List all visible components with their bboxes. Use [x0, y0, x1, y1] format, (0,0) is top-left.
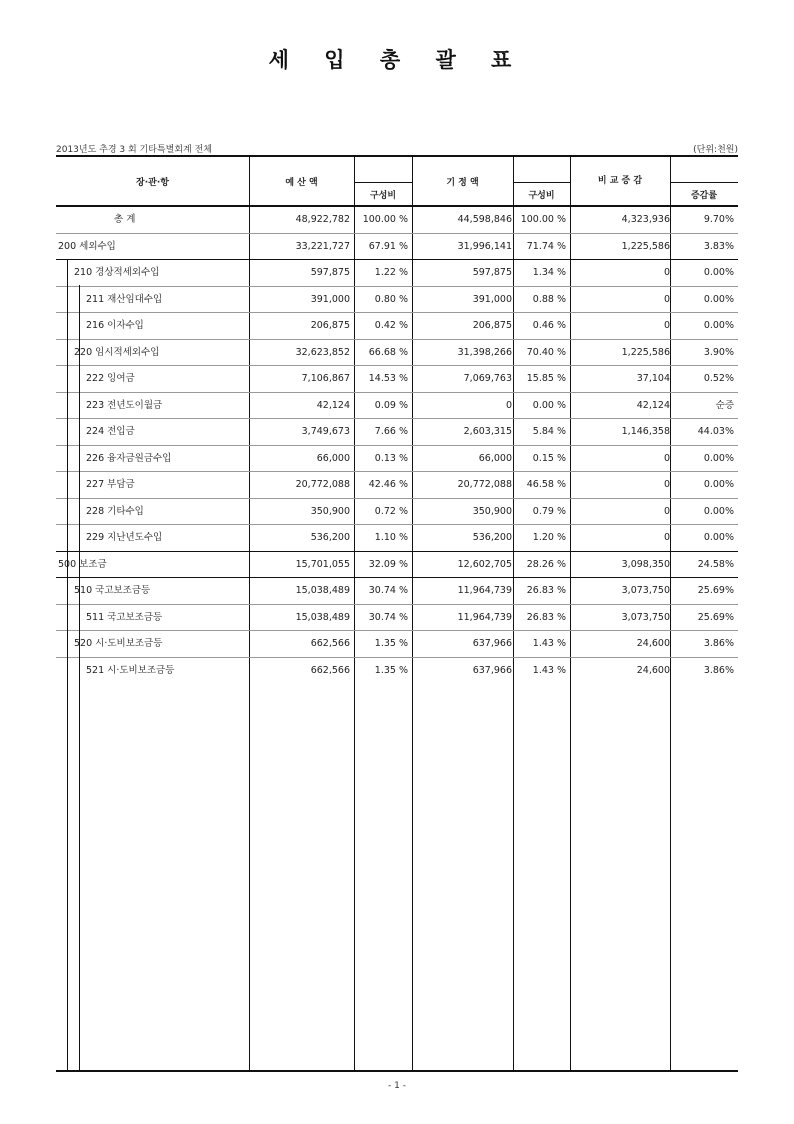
- row-budget: 42,124: [316, 399, 350, 411]
- row-previous-ratio: 46.58 %: [526, 479, 566, 490]
- row-name: 220 임시적세외수입: [74, 346, 160, 358]
- row-rate: 0.00%: [703, 532, 734, 543]
- row-budget-ratio: 0.42 %: [374, 320, 408, 331]
- row-diff: 24,600: [636, 664, 670, 676]
- row-previous: 350,900: [472, 505, 512, 517]
- row-diff: 0: [663, 293, 670, 305]
- row-budget-ratio: 0.13 %: [374, 452, 408, 464]
- row-rate: 0.00%: [703, 479, 734, 490]
- table-row: [56, 499, 738, 526]
- row-budget-ratio: 30.74 %: [368, 611, 408, 623]
- row-name: 226 융자금원금수입: [86, 452, 172, 464]
- fiscal-year-label: 2013년도 추경 3 회 기타특별회계 전체: [56, 145, 212, 155]
- row-name: 216 이자수입: [86, 320, 144, 331]
- row-previous: 0: [505, 399, 512, 411]
- row-diff: 37,104: [636, 373, 670, 384]
- row-budget-ratio: 66.68 %: [368, 346, 408, 358]
- row-previous: 391,000: [472, 293, 512, 305]
- row-budget-ratio: 0.72 %: [374, 505, 408, 517]
- row-previous: 536,200: [472, 532, 512, 543]
- row-rate: 0.00%: [703, 452, 734, 464]
- row-previous-ratio: 0.46 %: [532, 320, 566, 331]
- row-diff: 3,073,750: [621, 585, 670, 596]
- table-row: [56, 366, 738, 393]
- table-row: [56, 446, 738, 473]
- row-previous: 66,000: [478, 452, 512, 464]
- row-previous-ratio: 71.74 %: [526, 240, 566, 252]
- row-rate: 3.90%: [703, 346, 734, 358]
- row-previous-ratio: 1.43 %: [532, 664, 566, 676]
- row-previous-ratio: 0.00 %: [532, 399, 566, 411]
- row-rate: 0.00%: [703, 293, 734, 305]
- revenue-summary-table: [56, 155, 738, 1072]
- table-row: [56, 287, 738, 314]
- row-name: 222 잉여금: [86, 373, 135, 384]
- row-rate: 0.00%: [703, 320, 734, 331]
- table-row: [56, 525, 738, 552]
- row-previous: 7,069,763: [463, 373, 512, 384]
- row-budget: 662,566: [310, 638, 350, 649]
- row-diff: 1,225,586: [621, 346, 670, 358]
- row-name: 총 계: [114, 214, 136, 225]
- row-diff: 0: [663, 452, 670, 464]
- row-budget-ratio: 100.00 %: [362, 214, 408, 225]
- row-budget: 15,701,055: [295, 558, 350, 570]
- table-row: [56, 393, 738, 420]
- row-previous-ratio: 26.83 %: [526, 611, 566, 623]
- page-title: 세 입 총 괄 표: [268, 48, 526, 72]
- header-previous: 기 정 액: [446, 178, 479, 188]
- row-previous: 44,598,846: [457, 214, 512, 225]
- row-previous-ratio: 15.85 %: [526, 373, 566, 384]
- row-diff: 24,600: [636, 638, 670, 649]
- row-budget: 15,038,489: [295, 585, 350, 596]
- row-previous-ratio: 1.34 %: [532, 267, 566, 278]
- header-subline: [670, 182, 738, 183]
- table-row: [56, 340, 738, 367]
- row-rate: 0.00%: [703, 267, 734, 278]
- table-row: [56, 419, 738, 446]
- row-diff: 4,323,936: [621, 214, 670, 225]
- header-previous-ratio: 구성비: [528, 191, 555, 201]
- row-name: 510 국고보조금등: [74, 585, 151, 596]
- indent-guide: [79, 285, 80, 1070]
- row-previous: 597,875: [472, 267, 512, 278]
- header-subline: [354, 182, 412, 183]
- row-name: 228 기타수입: [86, 505, 144, 517]
- row-name: 200 세외수입: [58, 240, 116, 252]
- table-row: [56, 472, 738, 499]
- row-budget-ratio: 0.09 %: [374, 399, 408, 411]
- table-body: [56, 207, 738, 683]
- row-budget: 66,000: [316, 452, 350, 464]
- row-previous: 11,964,739: [457, 585, 512, 596]
- table-row: [56, 658, 738, 684]
- row-diff: 3,073,750: [621, 611, 670, 623]
- row-budget: 7,106,867: [301, 373, 350, 384]
- row-name: 511 국고보조금등: [86, 611, 163, 623]
- row-previous: 637,966: [472, 638, 512, 649]
- row-previous: 31,996,141: [457, 240, 512, 252]
- row-budget-ratio: 7.66 %: [374, 426, 408, 437]
- row-budget: 536,200: [310, 532, 350, 543]
- indent-guide: [67, 259, 68, 1070]
- header-subline: [513, 182, 570, 183]
- table-row: [56, 631, 738, 658]
- row-previous-ratio: 26.83 %: [526, 585, 566, 596]
- row-previous: 11,964,739: [457, 611, 512, 623]
- row-name: 229 지난년도수입: [86, 532, 163, 543]
- row-previous-ratio: 1.20 %: [532, 532, 566, 543]
- row-previous: 12,602,705: [457, 558, 512, 570]
- row-rate: 25.69%: [697, 611, 734, 623]
- row-budget: 15,038,489: [295, 611, 350, 623]
- row-previous-ratio: 100.00 %: [520, 214, 566, 225]
- row-diff: 0: [663, 479, 670, 490]
- row-budget-ratio: 14.53 %: [368, 373, 408, 384]
- header-budget: 예 산 액: [285, 178, 318, 188]
- row-budget-ratio: 1.22 %: [374, 267, 408, 278]
- row-budget-ratio: 1.10 %: [374, 532, 408, 543]
- row-name: 224 전입금: [86, 426, 135, 437]
- row-previous-ratio: 5.84 %: [532, 426, 566, 437]
- row-rate: 9.70%: [703, 214, 734, 225]
- row-name: 211 재산임대수입: [86, 293, 163, 305]
- row-budget: 350,900: [310, 505, 350, 517]
- row-previous-ratio: 70.40 %: [526, 346, 566, 358]
- row-previous-ratio: 1.43 %: [532, 638, 566, 649]
- header-budget-ratio: 구성비: [369, 191, 397, 201]
- row-budget: 3,749,673: [301, 426, 350, 437]
- table-row: [56, 313, 738, 340]
- table-row: [56, 207, 738, 234]
- row-budget: 48,922,782: [295, 214, 350, 225]
- table-row: [56, 578, 738, 605]
- row-budget: 206,875: [310, 320, 350, 331]
- row-budget-ratio: 32.09 %: [368, 558, 408, 570]
- row-previous: 206,875: [472, 320, 512, 331]
- row-previous-ratio: 0.79 %: [532, 505, 566, 517]
- table-row: [56, 234, 738, 261]
- row-previous: 20,772,088: [457, 479, 512, 490]
- row-rate: 0.52%: [703, 373, 734, 384]
- row-rate: 3.83%: [703, 240, 734, 252]
- row-budget-ratio: 67.91 %: [368, 240, 408, 252]
- row-diff: 0: [663, 267, 670, 278]
- row-rate: 3.86%: [703, 638, 734, 649]
- row-rate: 25.69%: [697, 585, 734, 596]
- row-previous: 2,603,315: [463, 426, 512, 437]
- row-previous-ratio: 0.15 %: [532, 452, 566, 464]
- unit-label: (단위:천원): [693, 145, 738, 155]
- row-rate: 44.03%: [697, 426, 734, 437]
- row-budget: 20,772,088: [295, 479, 350, 490]
- row-budget: 391,000: [310, 293, 350, 305]
- row-name: 520 시·도비보조금등: [74, 638, 163, 649]
- row-diff: 1,146,358: [621, 426, 670, 437]
- row-budget: 32,623,852: [295, 346, 350, 358]
- row-diff: 0: [663, 320, 670, 331]
- row-rate: 0.00%: [703, 505, 734, 517]
- header-diff: 비 교 증 감: [597, 176, 643, 186]
- row-name: 500 보조금: [58, 558, 107, 570]
- row-budget-ratio: 30.74 %: [368, 585, 408, 596]
- header-diff-rate: 증감률: [690, 191, 718, 201]
- row-diff: 1,225,586: [621, 240, 670, 252]
- row-budget: 597,875: [310, 267, 350, 278]
- row-budget-ratio: 0.80 %: [374, 293, 408, 305]
- row-previous: 31,398,266: [457, 346, 512, 358]
- table-row: [56, 260, 738, 287]
- row-budget-ratio: 42.46 %: [368, 479, 408, 490]
- row-previous-ratio: 0.88 %: [532, 293, 566, 305]
- row-diff: 0: [663, 505, 670, 517]
- row-diff: 3,098,350: [621, 558, 670, 570]
- row-name: 521 시·도비보조금등: [86, 664, 175, 676]
- row-rate: 3.86%: [703, 664, 734, 676]
- row-previous: 637,966: [472, 664, 512, 676]
- table-row: [56, 605, 738, 632]
- row-name: 223 전년도이월금: [86, 399, 163, 411]
- row-budget-ratio: 1.35 %: [374, 638, 408, 649]
- row-budget-ratio: 1.35 %: [374, 664, 408, 676]
- table-row: [56, 552, 738, 579]
- row-diff: 42,124: [636, 399, 670, 411]
- row-name: 210 경상적세외수입: [74, 267, 160, 278]
- row-budget: 662,566: [310, 664, 350, 676]
- row-previous-ratio: 28.26 %: [526, 558, 566, 570]
- row-name: 227 부담금: [86, 479, 135, 490]
- row-rate: 순증: [715, 399, 734, 411]
- header-category: 장·관·항: [136, 178, 169, 188]
- page-number: - 1 -: [388, 1081, 406, 1091]
- row-budget: 33,221,727: [295, 240, 350, 252]
- row-rate: 24.58%: [697, 558, 734, 570]
- row-diff: 0: [663, 532, 670, 543]
